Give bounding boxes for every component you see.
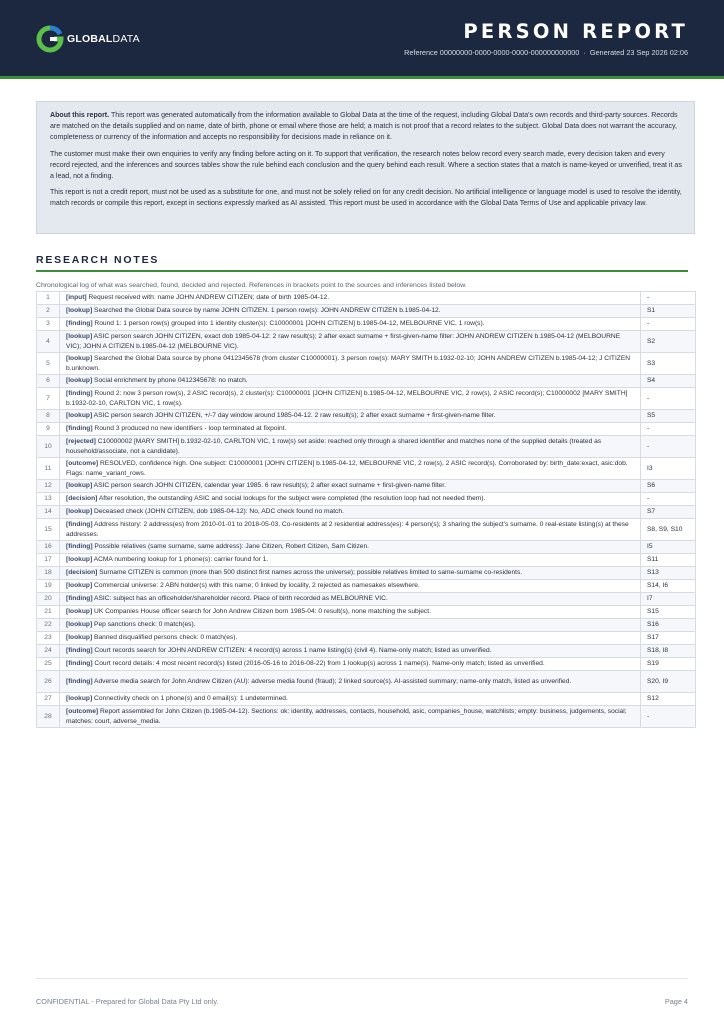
note-tag: [finding] [66, 660, 93, 668]
note-tag: [rejected] [66, 437, 96, 445]
note-text [60, 645, 641, 658]
row-number: 16 [37, 541, 60, 554]
note-tag: [finding] [66, 595, 93, 603]
global-data-logo-icon [36, 25, 64, 53]
note-text [60, 606, 641, 619]
note-body: Connectivity check on 1 phone(s) and 0 email(s): 1 undetermined. [94, 695, 288, 703]
note-text [60, 410, 641, 423]
source-reference: S20, I9 [641, 671, 696, 693]
source-reference: S11 [641, 554, 696, 567]
note-text [60, 423, 641, 436]
report-header [0, 0, 724, 76]
row-number: 15 [37, 519, 60, 541]
note-tag: [finding] [66, 425, 93, 433]
note-body: Round 2: now 3 person row(s), 2 ASIC record(s), 2 cluster(s): C10000001 [JOHN CITIZEN] b.1985-04-12, MELBOURNE VIC, 2 row(s), 2 ASIC record(s); C10000002 [MARY SMITH] b.1932-02-10, CARLTON VIC, 1 row(s). [66, 389, 628, 407]
note-body: Request received with: name JOHN ANDREW CITIZEN; date of birth 1985-04-12. [88, 294, 330, 302]
source-reference: S17 [641, 632, 696, 645]
note-body: RESOLVED, confidence high. One subject: C10000001 [JOHN CITIZEN] b.1985-04-12, MELBOURNE VIC, 2 row(s), 2 ASIC record(s). Corroborated by: birth_date:exact, asic:dob. Flags: name_variant_rows. [66, 459, 628, 477]
row-number: 22 [37, 619, 60, 632]
note-body: Address history: 2 address(es) from 2010-01-01 to 2018-05-03. Co-residents at 2 residential address(es): 4 person(s); 3 sharing the subject's surname. 0 real-estate listing(s) at these addresses. [66, 520, 629, 538]
table-row [37, 632, 696, 645]
table-row [37, 519, 696, 541]
table-row [37, 388, 696, 410]
note-tag: [lookup] [66, 508, 93, 516]
row-number: 9 [37, 423, 60, 436]
note-text [60, 619, 641, 632]
page-number: Page 4 [664, 997, 688, 1006]
note-text [60, 436, 641, 458]
note-body: Adverse media search for John Andrew Citizen (AU): adverse media found (fraud); 2 linked source(s). AI-assisted summary; name-only match, listed as unverified. [94, 677, 572, 685]
table-row [37, 706, 696, 728]
note-text [60, 493, 641, 506]
source-reference: S2 [641, 331, 696, 353]
source-reference: - [641, 436, 696, 458]
source-reference: S14, I6 [641, 580, 696, 593]
note-tag: [finding] [66, 647, 93, 655]
note-body: ASIC: subject has an officeholder/shareholder record. Place of birth recorded as MELBOURNE VIC. [94, 595, 388, 603]
table-row [37, 305, 696, 318]
row-number: 17 [37, 554, 60, 567]
source-reference: S16 [641, 619, 696, 632]
confidentiality-notice: CONFIDENTIAL - Prepared for Global Data Pty Ltd only. [36, 997, 219, 1006]
note-body: Pep sanctions check: 0 match(es). [94, 621, 196, 629]
note-body: Searched the Global Data source by phone 0412345678 (from cluster C10000001). 3 person row(s): MARY SMITH b.1932-02-10; JOHN ANDREW CITIZEN b.1985-04-12; J CITIZEN b.unknown. [66, 354, 631, 372]
about-paragraph: About this report. This report was generated automatically from the information available to Global Data at the time of the request, including Global Data's own records and third-party sources. Records are matched on the details supplied and on name, date of birth, phone or email where those are held; a match is not proof that a record relates to the subject. Global Data does not warrant the accuracy, completeness or currency of the information and accepts no responsibility for decisions made in reliance on it. [50, 112, 678, 142]
report-meta: Reference 00000000-0000-0000-0000-000000000000 · Generated 23 Sep 2026 02:06 [404, 48, 688, 57]
row-number: 8 [37, 410, 60, 423]
note-text [60, 480, 641, 493]
source-reference: S6 [641, 480, 696, 493]
table-row [37, 423, 696, 436]
note-text [60, 318, 641, 331]
source-reference: S12 [641, 693, 696, 706]
note-tag: [input] [66, 294, 87, 302]
note-tag: [decision] [66, 495, 98, 503]
note-text [60, 375, 641, 388]
row-number: 13 [37, 493, 60, 506]
source-reference: - [641, 706, 696, 728]
note-text [60, 567, 641, 580]
note-tag: [finding] [66, 543, 93, 551]
footer-rule [36, 978, 688, 979]
note-tag: [finding] [66, 320, 93, 328]
source-reference: S4 [641, 375, 696, 388]
table-row [37, 541, 696, 554]
note-body: ASIC person search JOHN CITIZEN, exact dob 1985-04-12: 2 raw result(s); 2 after exact surname + first-given-name filter: JOHN ANDREW CITIZEN b.1985-04-12 (MELBOURNE VIC); JOHN A CITIZEN b.1985-04-12 (MELBOURNE VIC). [66, 332, 621, 350]
about-report-box [36, 101, 695, 234]
table-row [37, 353, 696, 375]
note-text [60, 519, 641, 541]
row-number: 1 [37, 292, 60, 305]
table-row [37, 580, 696, 593]
note-body: Commercial universe: 2 ABN holder(s) with this name; 0 linked by locality, 2 rejected as namesakes elsewhere. [94, 582, 420, 590]
table-row [37, 671, 696, 693]
row-number: 26 [37, 671, 60, 693]
table-row [37, 506, 696, 519]
note-text [60, 554, 641, 567]
table-row [37, 606, 696, 619]
note-tag: [outcome] [66, 459, 99, 467]
note-body: Banned disqualified persons check: 0 match(es). [94, 634, 238, 642]
note-body: Report assembled for John Citizen (b.1985-04-12). Sections: ok: identity, addresses, contacts, household, asic, companies_house, watchlists; empty: business, judgements, social; matches: court, adverse_media. [66, 707, 627, 725]
table-row [37, 480, 696, 493]
about-paragraph: The customer must make their own enquiries to verify any finding before acting on it. To support that verification, the research notes below record every search made, every decision taken and every record rejected, and the inferences and sources tables show the rule behind each conclusion and the query behind each result. Where a section states that a match is name-keyed or unverified, treat it as a lead, not a finding. [50, 150, 682, 181]
row-number: 25 [37, 658, 60, 671]
note-text [60, 458, 641, 480]
row-number: 6 [37, 375, 60, 388]
source-reference: S5 [641, 410, 696, 423]
table-row [37, 493, 696, 506]
row-number: 14 [37, 506, 60, 519]
note-tag: [finding] [66, 677, 93, 685]
row-number: 21 [37, 606, 60, 619]
note-tag: [finding] [66, 520, 93, 528]
note-tag: [finding] [66, 389, 93, 397]
note-text [60, 671, 641, 693]
note-tag: [lookup] [66, 634, 93, 642]
about-paragraph: This report is not a credit report, must not be used as a substitute for one, and must not be solely relied on for any credit decision. No artificial intelligence or language model is used to resolve the identity, match records or compile this report, except in sections expressly marked as AI assisted. This report must be used in accordance with the Global Data Terms of Use and applicable privacy law. [50, 189, 682, 208]
note-body: Deceased check (JOHN CITIZEN, dob 1985-04-12): No, ADC check found no match. [94, 508, 344, 516]
source-reference: - [641, 292, 696, 305]
research-notes-table [36, 291, 696, 728]
note-text [60, 580, 641, 593]
table-row [37, 375, 696, 388]
source-reference: S13 [641, 567, 696, 580]
note-text [60, 292, 641, 305]
note-body: ACMA numbering lookup for 1 phone(s): carrier found for 1. [93, 556, 269, 564]
note-body: After resolution, the outstanding ASIC and social lookups for the subject were completed (the resolution loop had not needed them). [98, 495, 486, 503]
note-tag: [lookup] [66, 582, 93, 590]
note-text [60, 353, 641, 375]
note-tag: [lookup] [66, 354, 93, 362]
note-tag: [decision] [66, 569, 98, 577]
row-number: 10 [37, 436, 60, 458]
note-tag: [lookup] [66, 695, 93, 703]
source-reference: - [641, 388, 696, 410]
source-reference: S19 [641, 658, 696, 671]
table-row [37, 619, 696, 632]
table-row [37, 658, 696, 671]
row-number: 5 [37, 353, 60, 375]
note-text [60, 541, 641, 554]
note-text [60, 658, 641, 671]
note-body: ASIC person search JOHN CITIZEN, calendar year 1985. 6 raw result(s); 2 after exact surname + first-given-name filter. [93, 482, 446, 490]
source-reference: S3 [641, 353, 696, 375]
note-text [60, 632, 641, 645]
note-body: Court record details: 4 most recent record(s) listed (2016-05-16 to 2016-08-22) from 1 lookup(s) across 1 name(s). Name-only match; listed as unverified. [94, 660, 545, 668]
note-text [60, 331, 641, 353]
note-body: Searched the Global Data source by name JOHN CITIZEN. 1 person row(s): JOHN ANDREW CITIZEN b.1985-04-12. [94, 307, 441, 315]
logo-wordmark: GLOBALDATA [67, 33, 140, 45]
note-tag: [lookup] [66, 377, 93, 385]
source-reference: I3 [641, 458, 696, 480]
note-tag: [lookup] [66, 332, 93, 340]
row-number: 3 [37, 318, 60, 331]
table-row [37, 567, 696, 580]
note-tag: [lookup] [66, 608, 93, 616]
row-number: 24 [37, 645, 60, 658]
source-reference: - [641, 318, 696, 331]
table-row [37, 436, 696, 458]
table-row [37, 458, 696, 480]
table-row [37, 645, 696, 658]
note-tag: [lookup] [66, 307, 93, 315]
generated-date: Generated 23 Sep 2026 02:06 [589, 48, 688, 57]
row-number: 12 [37, 480, 60, 493]
section-intro: Chronological log of what was searched, found, decided and rejected. References in brackets point to the sources and inferences listed below. [36, 282, 467, 289]
page-title: PERSON REPORT [463, 20, 688, 43]
note-body: Round 3 produced no new identifiers - loop terminated at fixpoint. [94, 425, 287, 433]
header-accent-rule [0, 76, 724, 79]
source-reference: S15 [641, 606, 696, 619]
source-reference: S7 [641, 506, 696, 519]
source-reference: S1 [641, 305, 696, 318]
table-row [37, 410, 696, 423]
note-text [60, 693, 641, 706]
source-reference: I5 [641, 541, 696, 554]
note-body: Possible relatives (same surname, same address): Jane Citizen, Robert Citizen, Sam Citizen. [94, 543, 370, 551]
source-reference: - [641, 423, 696, 436]
reference-id: Reference 00000000-0000-0000-0000-000000000000 [404, 48, 580, 57]
note-body: Round 1: 1 person row(s) grouped into 1 identity cluster(s): C10000001 [JOHN CITIZEN] b.1985-04-12, MELBOURNE VIC, 1 row(s). [94, 320, 485, 328]
table-row [37, 554, 696, 567]
note-body: Court records search for JOHN ANDREW CITIZEN: 4 record(s) across 1 name listing(s) (civil 4). Name-only match; listed as unverified. [94, 647, 492, 655]
note-text [60, 506, 641, 519]
note-tag: [lookup] [66, 482, 93, 490]
row-number: 2 [37, 305, 60, 318]
note-text [60, 593, 641, 606]
section-title: RESEARCH NOTES [36, 254, 160, 266]
section-rule [36, 270, 688, 272]
note-text [60, 305, 641, 318]
note-tag: [outcome] [66, 707, 99, 715]
row-number: 7 [37, 388, 60, 410]
note-body: Surname CITIZEN is common (more than 500 distinct first names across the universe); possible relatives limited to same-surname co-residents. [99, 569, 523, 577]
source-reference: S18, I8 [641, 645, 696, 658]
table-row [37, 331, 696, 353]
row-number: 27 [37, 693, 60, 706]
table-row [37, 318, 696, 331]
row-number: 23 [37, 632, 60, 645]
row-number: 11 [37, 458, 60, 480]
row-number: 19 [37, 580, 60, 593]
note-body: C10000002 [MARY SMITH] b.1932-02-10, CARLTON VIC, 1 row(s) set aside: reached only through a shared identifier and matches none of the supplied details (treated as household/associate, not a candidate). [66, 437, 602, 455]
source-reference: - [641, 493, 696, 506]
source-reference: S8, S9, S10 [641, 519, 696, 541]
row-number: 4 [37, 331, 60, 353]
table-row [37, 292, 696, 305]
note-text [60, 388, 641, 410]
row-number: 20 [37, 593, 60, 606]
note-body: UK Companies House officer search for John Andrew Citizen born 1985-04: 0 result(s), none matching the subject. [94, 608, 431, 616]
note-tag: [lookup] [66, 412, 93, 420]
table-row [37, 593, 696, 606]
note-body: ASIC person search JOHN CITIZEN, +/-7 day window around 1985-04-12. 2 raw result(s); 2 after exact surname + first-given-name filter. [93, 412, 496, 420]
table-row [37, 693, 696, 706]
source-reference: I7 [641, 593, 696, 606]
row-number: 28 [37, 706, 60, 728]
row-number: 18 [37, 567, 60, 580]
note-tag: [lookup] [66, 556, 93, 564]
note-tag: [lookup] [66, 621, 93, 629]
note-text [60, 706, 641, 728]
note-body: Social enrichment by phone 0412345678: no match. [94, 377, 248, 385]
